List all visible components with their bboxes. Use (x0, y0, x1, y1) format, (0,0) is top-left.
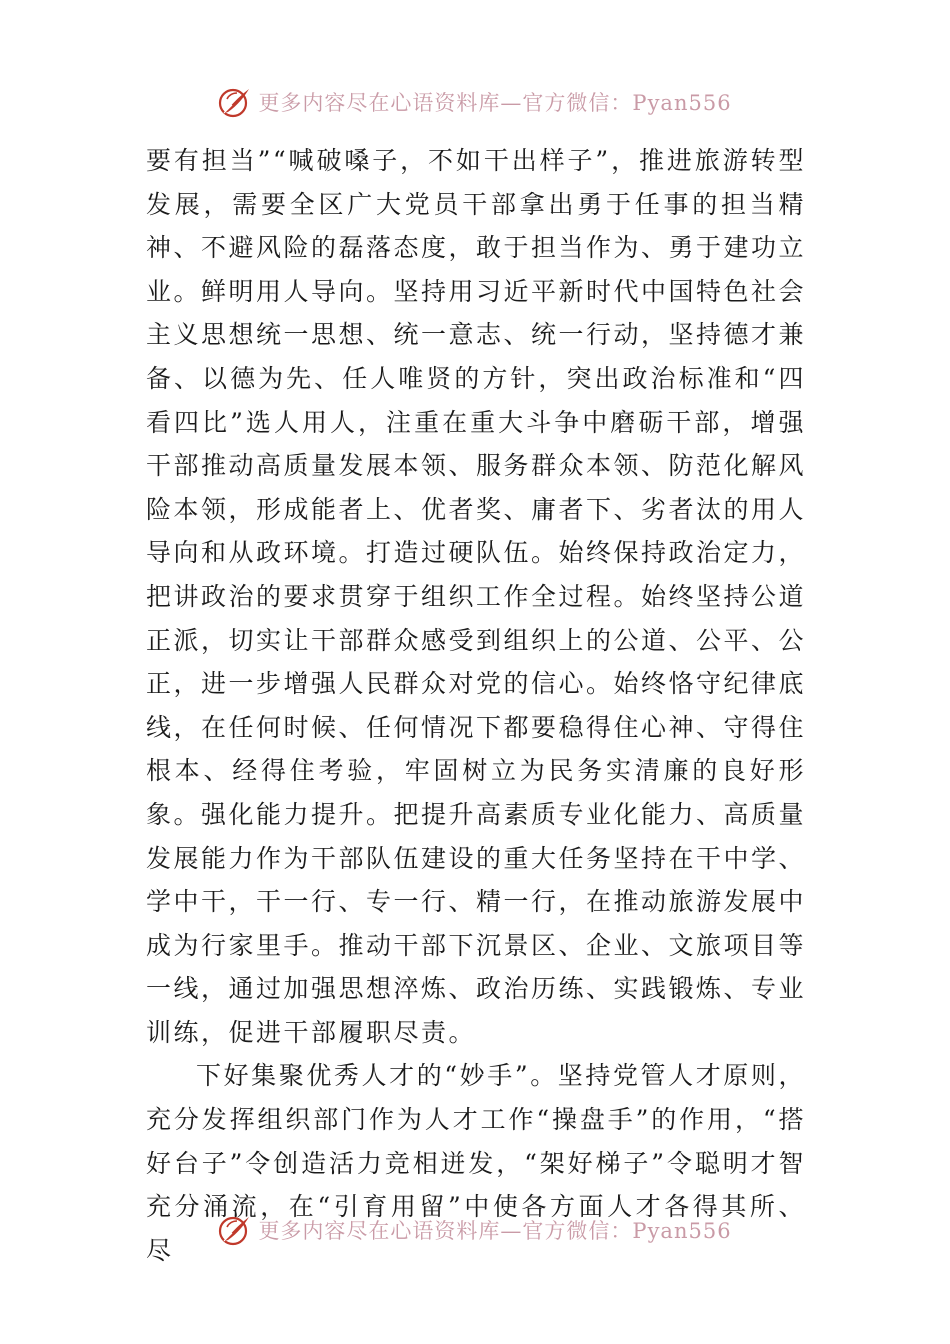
paragraph-1: 要有担当”“喊破嗓子，不如干出样子”，推进旅游转型发展，需要全区广大党员干部拿出勇于任事的担当精神、不避风险的磊落态度，敢于担当作为、勇于建功立业。鲜明用人导向。坚持用习近平新时代中国特色社会主义思想统一思想、统一意志、统一行动，坚持德才兼备、以德为先、任人唯贤的方针，突出政治标准和“四看四比”选人用人，注重在重大斗争中磨砺干部，增强干部推动高质量发展本领、服务群众本领、防范化解风险本领，形成能者上、优者奖、庸者下、劣者汰的用人导向和从政环境。打造过硬队伍。始终保持政治定力，把讲政治的要求贯穿于组织工作全过程。始终坚持公道正派，切实让干部群众感受到组织上的公道、公平、公正，进一步增强人民群众对党的信心。始终恪守纪律底线，在任何时候、任何情况下都要稳得住心神、守得住根本、经得住考验，牢固树立为民务实清廉的良好形象。强化能力提升。把提升高素质专业化能力、高质量发展能力作为干部队伍建设的重大任务坚持在干中学、学中干，干一行、专一行、精一行，在推动旅游发展中成为行家里手。推动干部下沉景区、企业、文旅项目等一线，通过加强思想淬炼、政治历练、实践锻炼、专业训练，促进干部履职尽责。 (146, 146, 807, 1047)
header-banner-text: 更多内容尽在心语资料库—官方微信：Pyan556 (258, 91, 732, 115)
quill-pen-logo-icon (218, 85, 252, 119)
header-banner (0, 82, 950, 122)
document-body (146, 139, 806, 1272)
footer-banner (0, 1210, 950, 1250)
quill-pen-logo-icon (218, 1213, 252, 1247)
footer-banner-text: 更多内容尽在心语资料库—官方微信：Pyan556 (258, 1219, 732, 1243)
paragraph-2: 下好集聚优秀人才的“妙手”。坚持党管人才原则，充分发挥组织部门作为人才工作“操盘手”的作用，“搭好台子”令创造活力竞相迸发，“架好梯子”令聪明才智充分涌流，在“引育用留”中使各方面人才各得其所、尽 (146, 1061, 806, 1265)
